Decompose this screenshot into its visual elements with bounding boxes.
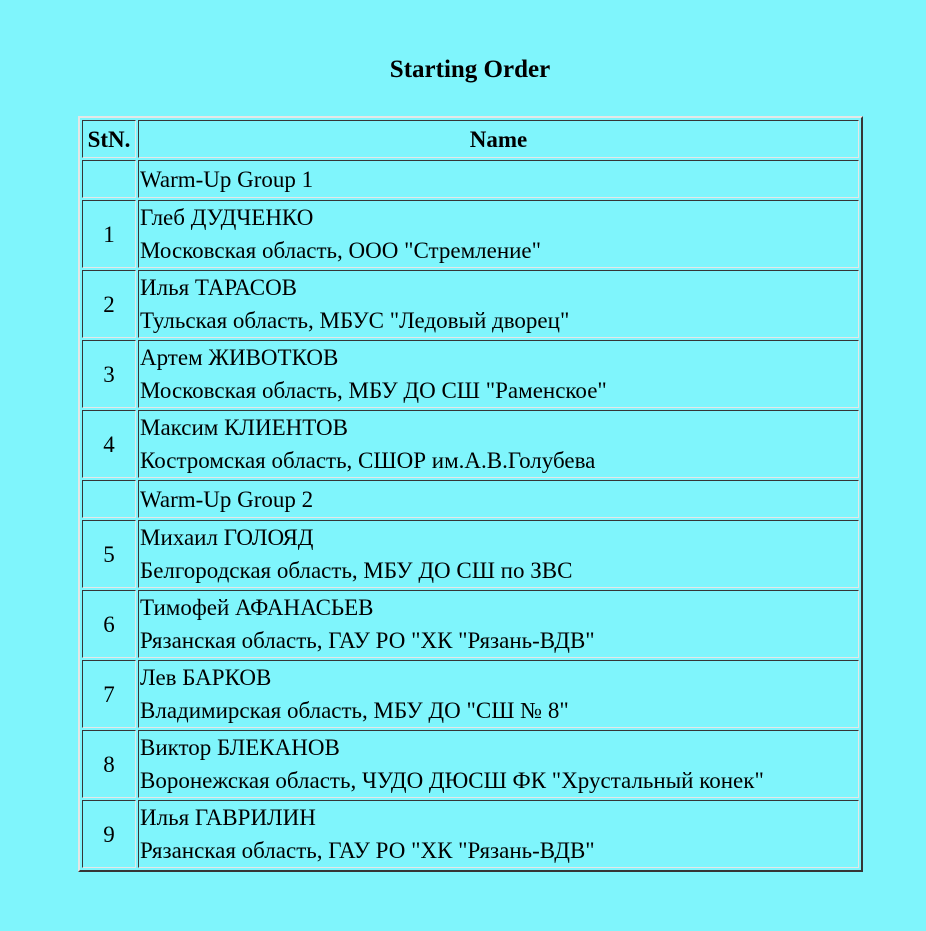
start-number-cell: 9 [82, 800, 136, 868]
athlete-cell [138, 730, 859, 798]
athlete-name: Глеб ДУДЧЕНКО [140, 205, 314, 230]
warmup-group-cell [138, 160, 859, 198]
table-row [82, 340, 859, 408]
start-number-cell: 2 [82, 270, 136, 338]
table-body [82, 160, 859, 868]
athlete-club: Тульская область, МБУС "Ледовый дворец" [140, 308, 570, 333]
athlete-name: Максим КЛИЕНТОВ [140, 415, 348, 440]
athlete-name: Илья ГАВРИЛИН [140, 805, 316, 830]
start-number-cell: 4 [82, 410, 136, 478]
athlete-club: Московская область, МБУ ДО СШ "Раменское" [140, 378, 607, 403]
table-row [82, 660, 859, 728]
athlete-cell [138, 660, 859, 728]
warmup-group-cell [138, 480, 859, 518]
start-number-cell: 5 [82, 520, 136, 588]
start-number-cell: 7 [82, 660, 136, 728]
start-number-cell: 8 [82, 730, 136, 798]
athlete-cell [138, 340, 859, 408]
athlete-cell [138, 200, 859, 268]
table-row [82, 410, 859, 478]
table-row [82, 730, 859, 798]
column-header-stn: StN. [82, 120, 136, 158]
table-row [82, 590, 859, 658]
athlete-name: Артем ЖИВОТКОВ [140, 345, 339, 370]
athlete-cell [138, 410, 859, 478]
athlete-name: Лев БАРКОВ [140, 665, 272, 690]
athlete-club: Белгородская область, МБУ ДО СШ по ЗВС [140, 558, 573, 583]
start-number-cell: 6 [82, 590, 136, 658]
column-header-name: Name [138, 120, 859, 158]
start-number-cell [82, 160, 136, 198]
warmup-group-label: Warm-Up Group 2 [140, 486, 314, 512]
athlete-name: Виктор БЛЕКАНОВ [140, 735, 340, 760]
table-row [82, 800, 859, 868]
page-title: Starting Order [389, 56, 551, 83]
athlete-club: Костромская область, СШОР им.А.В.Голубева [140, 448, 596, 473]
athlete-name: Тимофей АФАНАСЬЕВ [140, 595, 374, 620]
athlete-club: Рязанская область, ГАУ РО "ХК "Рязань-ВДВ" [140, 628, 595, 653]
starting-order-table [78, 116, 863, 872]
athlete-club: Московская область, ООО "Стремление" [140, 238, 542, 263]
warmup-group-row [82, 480, 859, 518]
athlete-cell [138, 590, 859, 658]
table-row [82, 270, 859, 338]
athlete-club: Владимирская область, МБУ ДО "СШ № 8" [140, 698, 569, 723]
athlete-club: Рязанская область, ГАУ РО "ХК "Рязань-ВДВ" [140, 838, 595, 863]
table-header-row [82, 120, 859, 158]
athlete-name: Илья ТАРАСОВ [140, 275, 298, 300]
start-number-cell [82, 480, 136, 518]
athlete-cell [138, 800, 859, 868]
table-row [82, 200, 859, 268]
athlete-cell [138, 270, 859, 338]
start-number-cell: 1 [82, 200, 136, 268]
start-number-cell: 3 [82, 340, 136, 408]
athlete-cell [138, 520, 859, 588]
warmup-group-label: Warm-Up Group 1 [140, 166, 314, 192]
warmup-group-row [82, 160, 859, 198]
table-row [82, 520, 859, 588]
athlete-club: Воронежская область, ЧУДО ДЮСШ ФК "Хрустальный конек" [140, 768, 764, 793]
athlete-name: Михаил ГОЛОЯД [140, 525, 314, 550]
